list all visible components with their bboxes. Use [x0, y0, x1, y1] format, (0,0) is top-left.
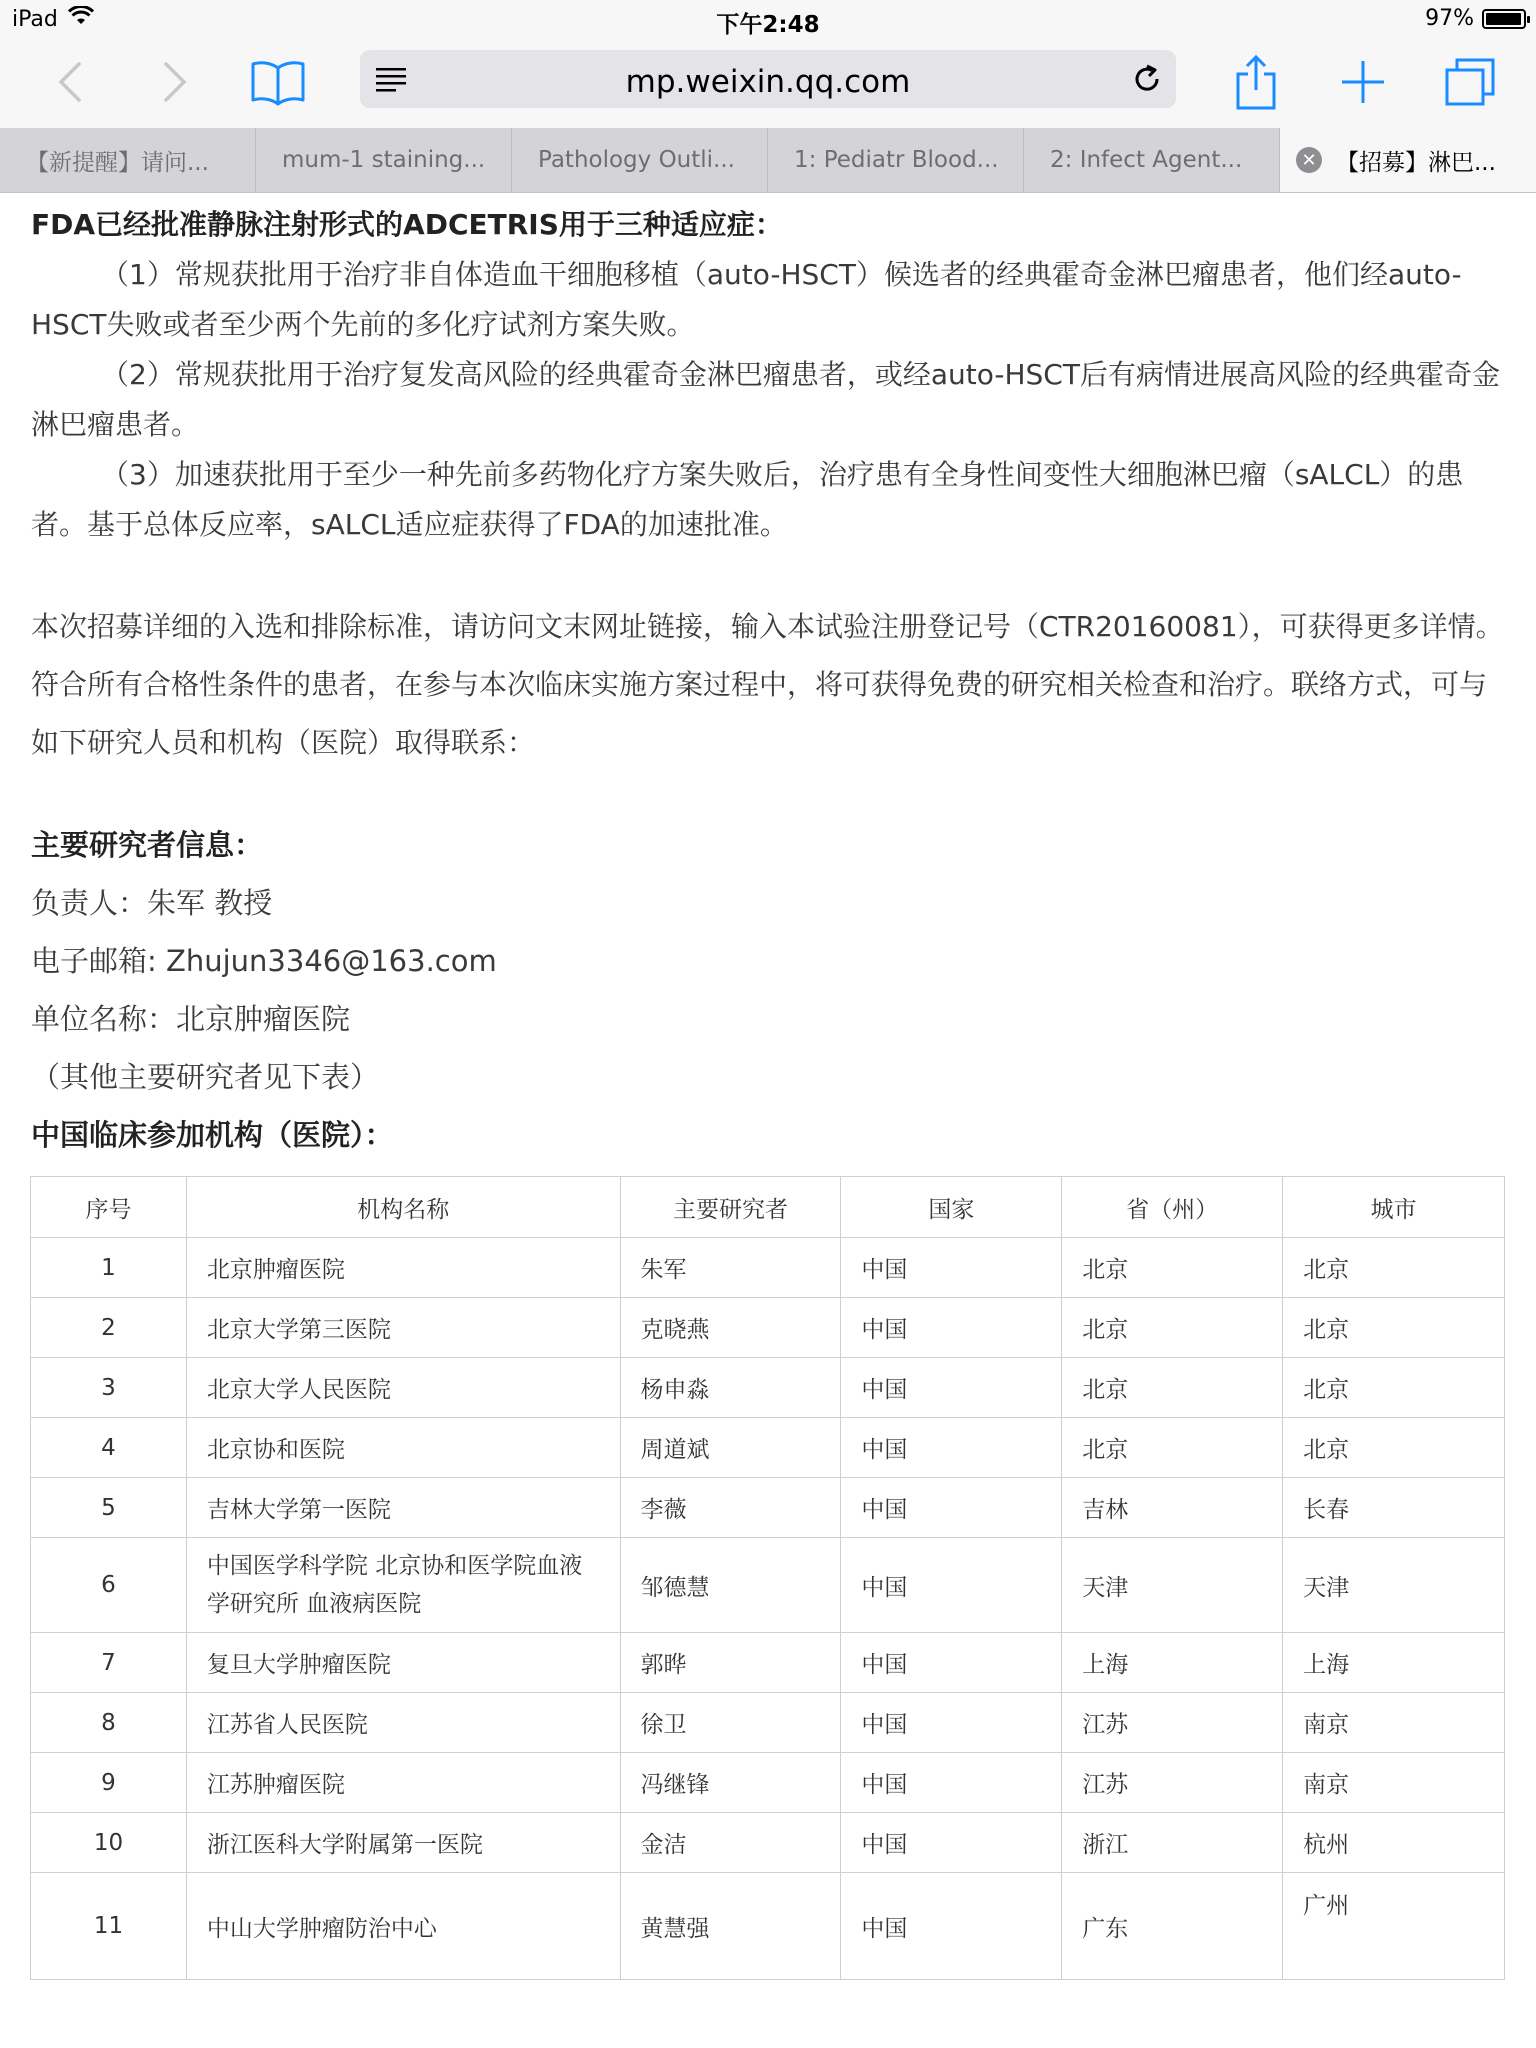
table-cell: 8	[31, 1693, 187, 1753]
book-icon	[250, 58, 306, 106]
table-cell: 中国	[841, 1298, 1062, 1358]
share-button[interactable]	[1226, 52, 1286, 112]
fda-heading: FDA已经批准静脉注射形式的ADCETRIS用于三种适应症：	[31, 208, 783, 241]
table-cell: 2	[31, 1298, 187, 1358]
table-cell: 北京	[1283, 1358, 1505, 1418]
chevron-left-icon	[55, 60, 85, 104]
table-cell: 中国	[841, 1538, 1062, 1633]
table-cell: 周道斌	[620, 1418, 841, 1478]
sites-table	[30, 1176, 1505, 1980]
browser-toolbar	[0, 42, 1536, 128]
table-cell: 李薇	[620, 1478, 841, 1538]
tab-label: 1: Pediatr Blood...	[794, 147, 999, 173]
table-cell: 江苏肿瘤医院	[186, 1753, 620, 1813]
table-header-row	[31, 1177, 1505, 1238]
table-cell: 南京	[1283, 1753, 1505, 1813]
table-cell: 北京协和医院	[186, 1418, 620, 1478]
table-cell: 吉林	[1062, 1478, 1283, 1538]
table-cell: 中国	[841, 1238, 1062, 1298]
table-cell: 长春	[1283, 1478, 1505, 1538]
add-button[interactable]	[1333, 52, 1393, 112]
table-cell: 黄慧强	[620, 1873, 841, 1980]
close-tab-icon[interactable]: ✕	[1296, 147, 1322, 173]
table-cell: 中国	[841, 1633, 1062, 1693]
table-row	[31, 1873, 1505, 1980]
table-cell: 吉林大学第一医院	[186, 1478, 620, 1538]
table-cell: 复旦大学肿瘤医院	[186, 1633, 620, 1693]
tab-label: 【招募】淋巴...	[1336, 149, 1496, 176]
pi-email: 电子邮箱: Zhujun3346@163.com	[31, 944, 497, 978]
table-cell: 杭州	[1283, 1813, 1505, 1873]
tab-label: 2: Infect Agent...	[1050, 147, 1243, 173]
table-row	[31, 1418, 1505, 1478]
table-cell: 北京大学第三医院	[186, 1298, 620, 1358]
recruit-paragraph: 本次招募详细的入选和排除标准，请访问文末网址链接，输入本试验注册登记号（CTR20160081），可获得更多详情。符合所有合格性条件的患者，在参与本次临床实施方案过程中，将可获得免费的研究相关检查和治疗。联络方式，可与如下研究人员和机构（医院）取得联系：	[31, 610, 1504, 759]
status-bar	[0, 0, 1536, 42]
tabs-button[interactable]	[1440, 52, 1500, 112]
plus-icon	[1340, 59, 1386, 105]
pi-note: （其他主要研究者见下表）	[31, 1060, 380, 1094]
table-cell: 北京	[1062, 1298, 1283, 1358]
table-cell: 9	[31, 1753, 187, 1813]
table-cell: 天津	[1283, 1538, 1505, 1633]
table-row	[31, 1478, 1505, 1538]
table-cell: 3	[31, 1358, 187, 1418]
url-text[interactable]: mp.weixin.qq.com	[625, 64, 911, 100]
table-row	[31, 1693, 1505, 1753]
reload-icon[interactable]	[1130, 62, 1164, 100]
table-cell: 金洁	[620, 1813, 841, 1873]
header-cell: 机构名称	[186, 1177, 620, 1238]
pi-name: 负责人：朱军 教授	[31, 886, 273, 920]
table-cell: 北京	[1283, 1238, 1505, 1298]
forward-button[interactable]	[145, 52, 205, 112]
share-icon	[1234, 54, 1278, 110]
chevron-right-icon	[160, 60, 190, 104]
table-cell: 北京	[1062, 1418, 1283, 1478]
tab-item[interactable]	[512, 128, 768, 192]
table-cell: 4	[31, 1418, 187, 1478]
table-row	[31, 1358, 1505, 1418]
status-time: 下午2:48	[716, 12, 820, 38]
table-cell: 北京	[1062, 1358, 1283, 1418]
tab-bar	[0, 128, 1536, 193]
table-row	[31, 1813, 1505, 1873]
table-cell: 邹德慧	[620, 1538, 841, 1633]
table-row	[31, 1753, 1505, 1813]
sites-heading: 中国临床参加机构（医院）：	[31, 1118, 394, 1152]
table-cell: 中国	[841, 1753, 1062, 1813]
pi-info	[31, 816, 1506, 1164]
table-cell: 徐卫	[620, 1693, 841, 1753]
header-cell: 主要研究者	[620, 1177, 841, 1238]
tab-label: Pathology Outli...	[538, 147, 735, 173]
table-cell: 江苏省人民医院	[186, 1693, 620, 1753]
table-cell: 浙江医科大学附属第一医院	[186, 1813, 620, 1873]
tab-active[interactable]	[1280, 128, 1536, 192]
bookmarks-button[interactable]	[248, 52, 308, 112]
table-cell: 中国医学科学院 北京协和医学院血液学研究所 血液病医院	[186, 1538, 620, 1633]
back-button[interactable]	[40, 52, 100, 112]
table-cell: 南京	[1283, 1693, 1505, 1753]
header-cell: 城市	[1283, 1177, 1505, 1238]
table-cell: 上海	[1283, 1633, 1505, 1693]
indication-2: （2）常规获批用于治疗复发高风险的经典霍奇金淋巴瘤患者，或经auto-HSCT后有病情进展高风险的经典霍奇金淋巴瘤患者。	[31, 358, 1500, 441]
table-cell: 中国	[841, 1873, 1062, 1980]
table-cell: 7	[31, 1633, 187, 1693]
status-right	[1425, 6, 1526, 31]
table-cell: 北京大学人民医院	[186, 1358, 620, 1418]
table-cell: 中山大学肿瘤防治中心	[186, 1873, 620, 1980]
table-cell: 中国	[841, 1358, 1062, 1418]
header-cell: 省（州）	[1062, 1177, 1283, 1238]
header-cell: 国家	[841, 1177, 1062, 1238]
tab-label: 【新提醒】请问...	[26, 149, 209, 176]
table-cell: 1	[31, 1238, 187, 1298]
indication-3: （3）加速获批用于至少一种先前多药物化疗方案失败后，治疗患有全身性间变性大细胞淋巴瘤（sALCL）的患者。基于总体反应率，sALCL适应症获得了FDA的加速批准。	[31, 458, 1464, 541]
table-cell: 中国	[841, 1693, 1062, 1753]
table-cell: 10	[31, 1813, 187, 1873]
table-cell: 11	[31, 1873, 187, 1980]
table-row	[31, 1633, 1505, 1693]
table-cell: 上海	[1062, 1633, 1283, 1693]
tab-item[interactable]	[256, 128, 512, 192]
table-cell: 中国	[841, 1418, 1062, 1478]
table-cell: 浙江	[1062, 1813, 1283, 1873]
table-row	[31, 1538, 1505, 1633]
table-cell: 冯继锋	[620, 1753, 841, 1813]
tabs-icon	[1444, 57, 1496, 107]
tab-item[interactable]	[1024, 128, 1280, 192]
table-cell: 郭晔	[620, 1633, 841, 1693]
tab-item[interactable]	[768, 128, 1024, 192]
table-cell: 广州	[1283, 1873, 1505, 1980]
table-cell: 天津	[1062, 1538, 1283, 1633]
battery-percent: 97%	[1425, 6, 1474, 31]
table-cell: 中国	[841, 1478, 1062, 1538]
header-cell: 序号	[31, 1177, 187, 1238]
table-cell: 5	[31, 1478, 187, 1538]
article-content	[31, 200, 1506, 1164]
table-cell: 杨申淼	[620, 1358, 841, 1418]
address-bar[interactable]	[360, 50, 1176, 108]
table-cell: 北京	[1283, 1298, 1505, 1358]
tab-item[interactable]	[0, 128, 256, 192]
table-cell: 北京	[1283, 1418, 1505, 1478]
table-cell: 朱军	[620, 1238, 841, 1298]
table-row	[31, 1238, 1505, 1298]
table-cell: 江苏	[1062, 1753, 1283, 1813]
table-cell: 北京肿瘤医院	[186, 1238, 620, 1298]
battery-fill	[1486, 13, 1521, 25]
table-cell: 北京	[1062, 1238, 1283, 1298]
table-row	[31, 1298, 1505, 1358]
pi-org: 单位名称：北京肿瘤医院	[31, 1002, 351, 1036]
table-cell: 广东	[1062, 1873, 1283, 1980]
table-cell: 中国	[841, 1813, 1062, 1873]
table-cell: 江苏	[1062, 1693, 1283, 1753]
device-name: iPad	[12, 6, 58, 32]
table-cell: 6	[31, 1538, 187, 1633]
battery-icon	[1482, 9, 1526, 29]
table-cell: 克晓燕	[620, 1298, 841, 1358]
indication-1: （1）常规获批用于治疗非自体造血干细胞移植（auto-HSCT）候选者的经典霍奇金淋巴瘤患者，他们经auto-HSCT失败或者至少两个先前的多化疗试剂方案失败。	[31, 258, 1462, 341]
pi-heading: 主要研究者信息：	[31, 828, 264, 862]
tab-label: mum-1 staining...	[282, 147, 486, 173]
